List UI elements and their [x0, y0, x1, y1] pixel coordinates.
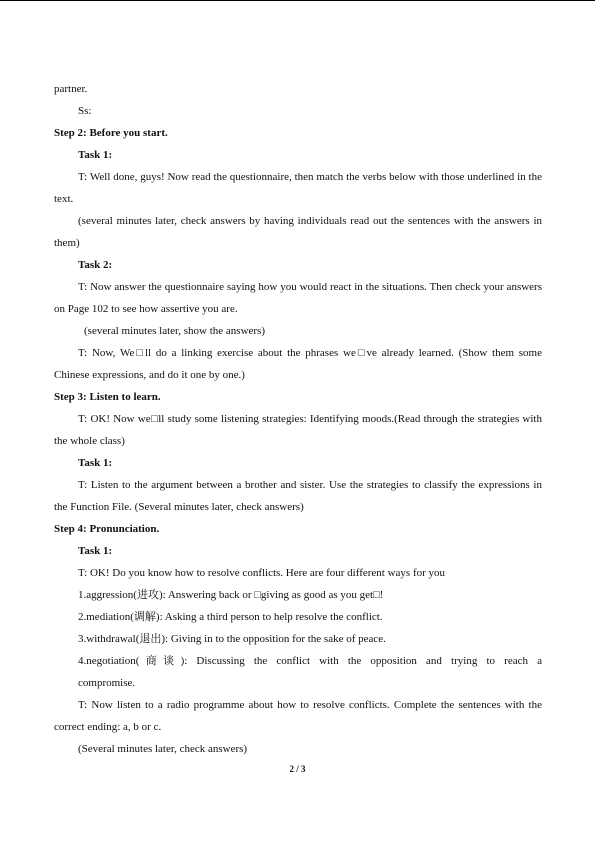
text-paragraph: (several minutes later, check answers by having individuals read out the sentences with the answers in them)	[54, 215, 542, 249]
text-line: (several minutes later, show the answers)	[84, 325, 266, 337]
text-line: partner.	[54, 83, 88, 95]
text-line: Ss:	[78, 105, 92, 117]
step-heading: Step 4: Pronunciation.	[54, 523, 160, 535]
list-item: 2.mediation(调解): Asking a third person to help resolve the conflict.	[78, 611, 383, 623]
task-heading: Task 1:	[78, 149, 113, 161]
task-heading: Task 1:	[78, 545, 113, 557]
step-heading: Step 3: Listen to learn.	[54, 391, 161, 403]
document-body	[54, 78, 542, 760]
text-paragraph: T: Now listen to a radio programme about how to resolve conflicts. Complete the sentences with the correct ending: a, b or c.	[54, 699, 542, 733]
step-heading: Step 2: Before you start.	[54, 127, 168, 139]
text-paragraph: T: Now answer the questionnaire saying how you would react in the situations. Then check your answers on Page 102 to see how assertive you are.	[54, 281, 542, 315]
task-heading: Task 1:	[78, 457, 113, 469]
list-item: 4.negotiation(商谈): Discussing the conflict with the opposition and trying to reach a	[78, 655, 542, 667]
page-top-border	[0, 0, 595, 1]
text-paragraph: T: Well done, guys! Now read the questionnaire, then match the verbs below with those underlined in the text.	[54, 171, 542, 205]
text-paragraph: T: Now, We□ll do a linking exercise about the phrases we□ve already learned. (Show them some Chinese expressions, and do it one by one.)	[54, 347, 542, 381]
list-item: 1.aggression(进攻): Answering back or □giving as good as you get□!	[78, 589, 384, 601]
text-line: T: OK! Do you know how to resolve conflicts. Here are four different ways for you	[78, 567, 446, 579]
task-heading: Task 2:	[78, 259, 113, 271]
page-number: 2 / 3	[289, 764, 306, 774]
text-line: (Several minutes later, check answers)	[78, 743, 248, 755]
text-paragraph: T: OK! Now we□ll study some listening strategies: Identifying moods.(Read through the strategies with the whole class)	[54, 413, 542, 447]
text-paragraph: T: Listen to the argument between a brother and sister. Use the strategies to classify the expressions in the Function File. (Several minutes later, check answers)	[54, 479, 542, 513]
list-item-continuation: compromise.	[78, 677, 136, 689]
list-item: 3.withdrawal(退出): Giving in to the opposition for the sake of peace.	[78, 633, 386, 645]
